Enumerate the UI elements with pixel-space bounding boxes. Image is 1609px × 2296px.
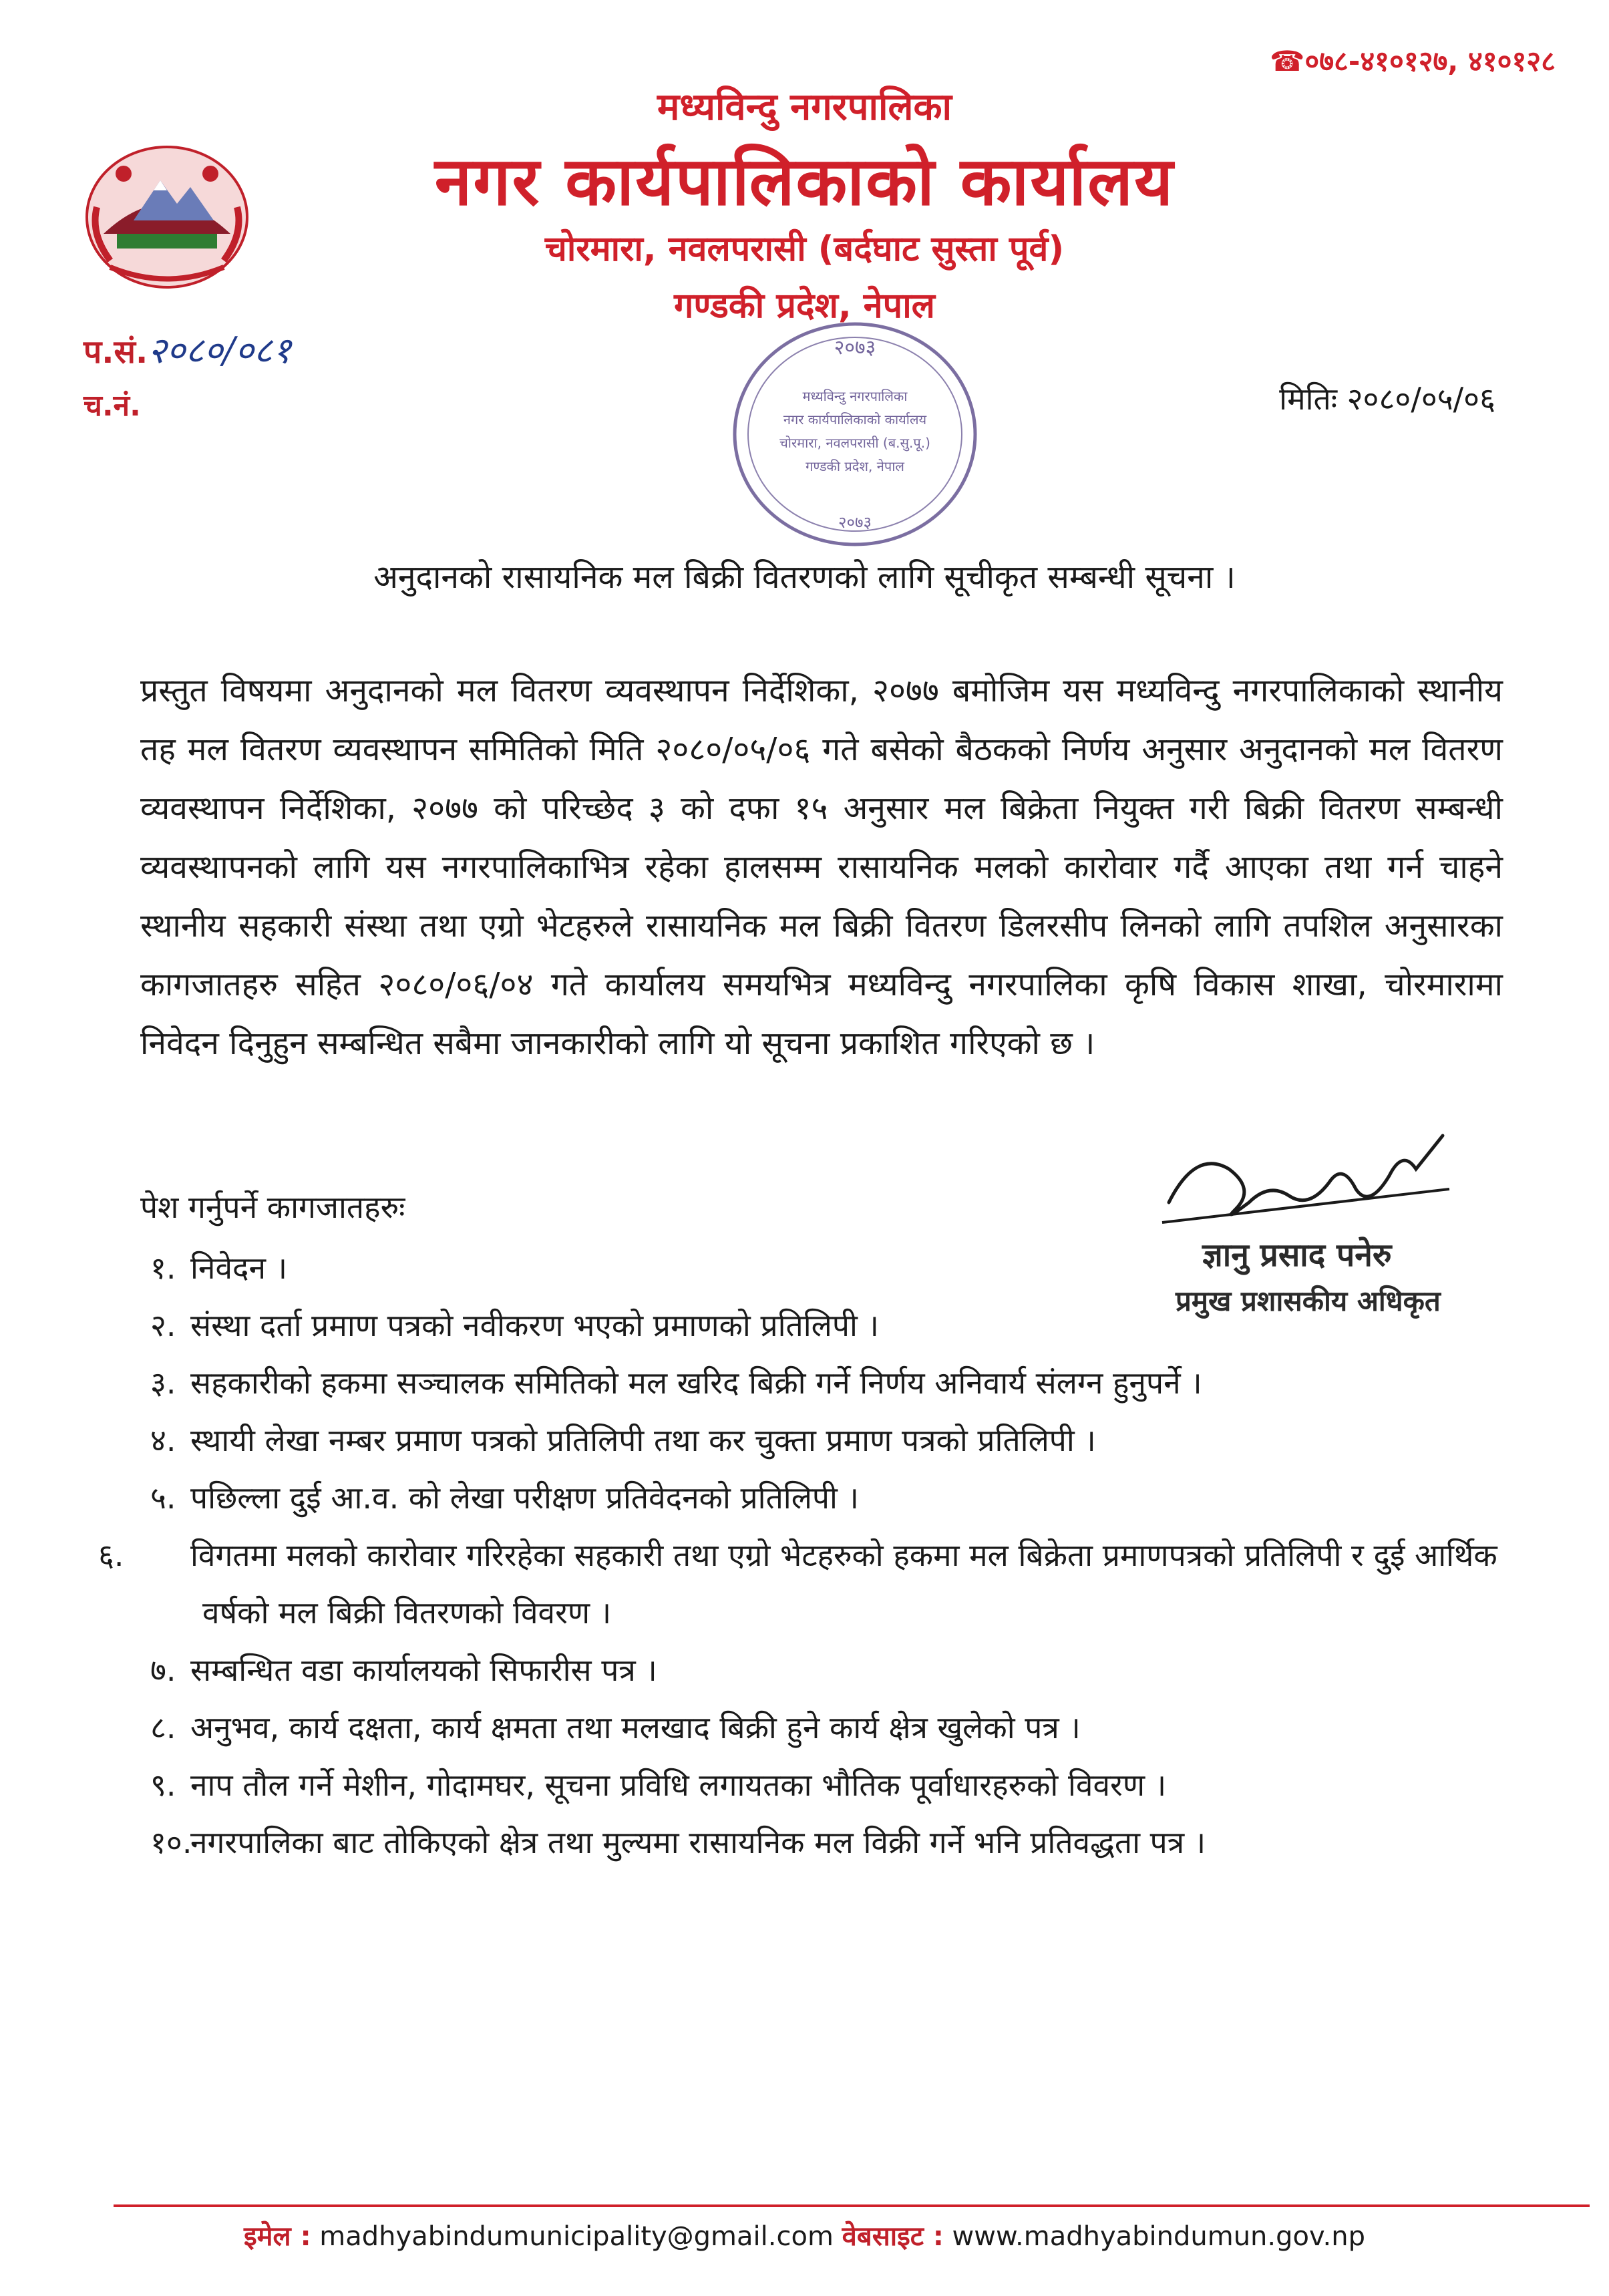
signature-mark <box>1155 1122 1463 1236</box>
list-item: १०.नगरपालिका बाट तोकिएको क्षेत्र तथा मुल्यमा रासायनिक मल विक्री गर्ने भनि प्रतिवद्धता पत्र । <box>150 1824 1206 1860</box>
dispatch-number-label: च.नं. <box>83 389 141 423</box>
list-item: ९. नाप तौल गर्ने मेशीन, गोदामघर, सूचना प्रविधि लगायतका भौतिक पूर्वाधारहरुको विवरण । <box>150 1767 1167 1803</box>
seal-line-1: मध्यविन्दु नगरपालिका <box>802 388 908 404</box>
website-url[interactable]: www.madhyabindumun.gov.np <box>952 2221 1366 2252</box>
list-item: ८. अनुभव, कार्य दक्षता, कार्य क्षमता तथा मलखाद बिक्री हुने कार्य क्षेत्र खुलेको पत्र । <box>150 1709 1081 1746</box>
email-label: इमेल : <box>243 2221 311 2252</box>
website-label: वेबसाइट : <box>842 2221 944 2252</box>
signatory-title: प्रमुख प्रशासकीय अधिकृत <box>1176 1285 1441 1317</box>
seal-line-3: चोरमारा, नवलपरासी (ब.सु.पू.) <box>779 435 930 451</box>
email-address[interactable]: madhyabindumunicipality@gmail.com <box>319 2221 834 2252</box>
seal-year-top: २०७३ <box>834 336 876 359</box>
signatory-name: ज्ञानु प्रसाद पनेरु <box>1202 1237 1392 1274</box>
office-title: नगर कार्यपालिकाको कार्यालय <box>434 142 1175 220</box>
municipality-name: मध्यविन्दु नगरपालिका <box>657 86 952 129</box>
list-item: ५. पछिल्ला दुई आ.व. को लेखा परीक्षण प्रतिवेदनको प्रतिलिपी । <box>150 1480 859 1516</box>
province-line: गण्डकी प्रदेश, नेपाल <box>674 286 935 326</box>
footer-divider <box>114 2204 1590 2207</box>
list-item: ६. विगतमा मलको कारोवार गरिरहेका सहकारी तथा एग्रो भेटहरुको हकमा मल बिक्रेता प्रमाणपत्रको प्रतिलिपी र दुई आर्थिक वर्षको मल बिक्री वितरणको विवरण । <box>98 1537 1497 1631</box>
seal-line-4: गण्डकी प्रदेश, नेपाल <box>806 458 904 474</box>
list-item: २. संस्था दर्ता प्रमाण पत्रको नवीकरण भएको प्रमाणको प्रतिलिपी । <box>150 1307 879 1343</box>
reference-number <box>83 324 291 373</box>
office-seal-stamp <box>721 314 989 554</box>
office-address: चोरमारा, नवलपरासी (बर्दघाट सुस्ता पूर्व) <box>544 229 1065 269</box>
list-item: ३. सहकारीको हकमा सञ्चालक समितिको मल खरिद बिक्री गर्ने निर्णय अनिवार्य संलग्न हुनुपर्ने । <box>150 1365 1202 1401</box>
letter-date: मितिः २०८०/०५/०६ <box>1279 381 1495 417</box>
reference-label: प.सं. <box>83 333 148 371</box>
list-item: ७. सम्बन्धित वडा कार्यालयको सिफारीस पत्र । <box>150 1652 657 1688</box>
seal-line-2: नगर कार्यपालिकाको कार्यालय <box>783 412 927 428</box>
list-item: १. निवेदन । <box>150 1250 288 1286</box>
documents-list <box>98 1239 1526 1871</box>
seal-year-bottom: २०७३ <box>838 513 872 532</box>
phone-numbers: ☎०७८-४१०१२७, ४१०१२८ <box>1270 45 1556 77</box>
notice-subject: अनुदानको रासायनिक मल बिक्री वितरणको लागि सूचीकृत सम्बन्धी सूचना । <box>373 558 1236 596</box>
notice-body: प्रस्तुत विषयमा अनुदानको मल वितरण व्यवस्थापन निर्देशिका, २०७७ बमोजिम यस मध्यविन्दु नगरपालिकाको स्थानीय तह मल वितरण व्यवस्थापन समितिको मिति २०८०/०५/०६ गते बसेको बैठकको निर्णय अनुसार अनुदानको मल वितरण व्यवस्थापन निर्देशिका, २०७७ को परिच्छेद ३ को दफा १५ अनुसार मल बिक्रेता नियुक्त गरी बिक्री वितरण सम्बन्धी व्यवस्थापनको लागि यस नगरपालिकाभित्र रहेका हालसम्म रासायनिक मलको कारोवार गर्दै आएका तथा गर्न चाहने स्थानीय सहकारी संस्था तथा एग्रो भेटहरुले रासायनिक मल बिक्री वितरण डिलरसीप लिनको लागि तपशिल अनुसारका कागजातहरु सहित २०८०/०६/०४ गते कार्यालय समयभित्र मध्यविन्दु नगरपालिका कृषि विकास शाखा, चोरमारामा निवेदन दिनुहुन सम्बन्धित सबैमा जानकारीको लागि यो सूचना प्रकाशित गरिएको छ । <box>140 672 1503 1062</box>
footer-contact <box>0 2217 1609 2253</box>
reference-value: २०८०/०८१ <box>148 329 291 371</box>
documents-heading: पेश गर्नुपर्ने कागजातहरुः <box>140 1189 405 1225</box>
list-item: ४. स्थायी लेखा नम्बर प्रमाण पत्रको प्रतिलिपी तथा कर चुक्ता प्रमाण पत्रको प्रतिलिपी । <box>150 1422 1096 1458</box>
